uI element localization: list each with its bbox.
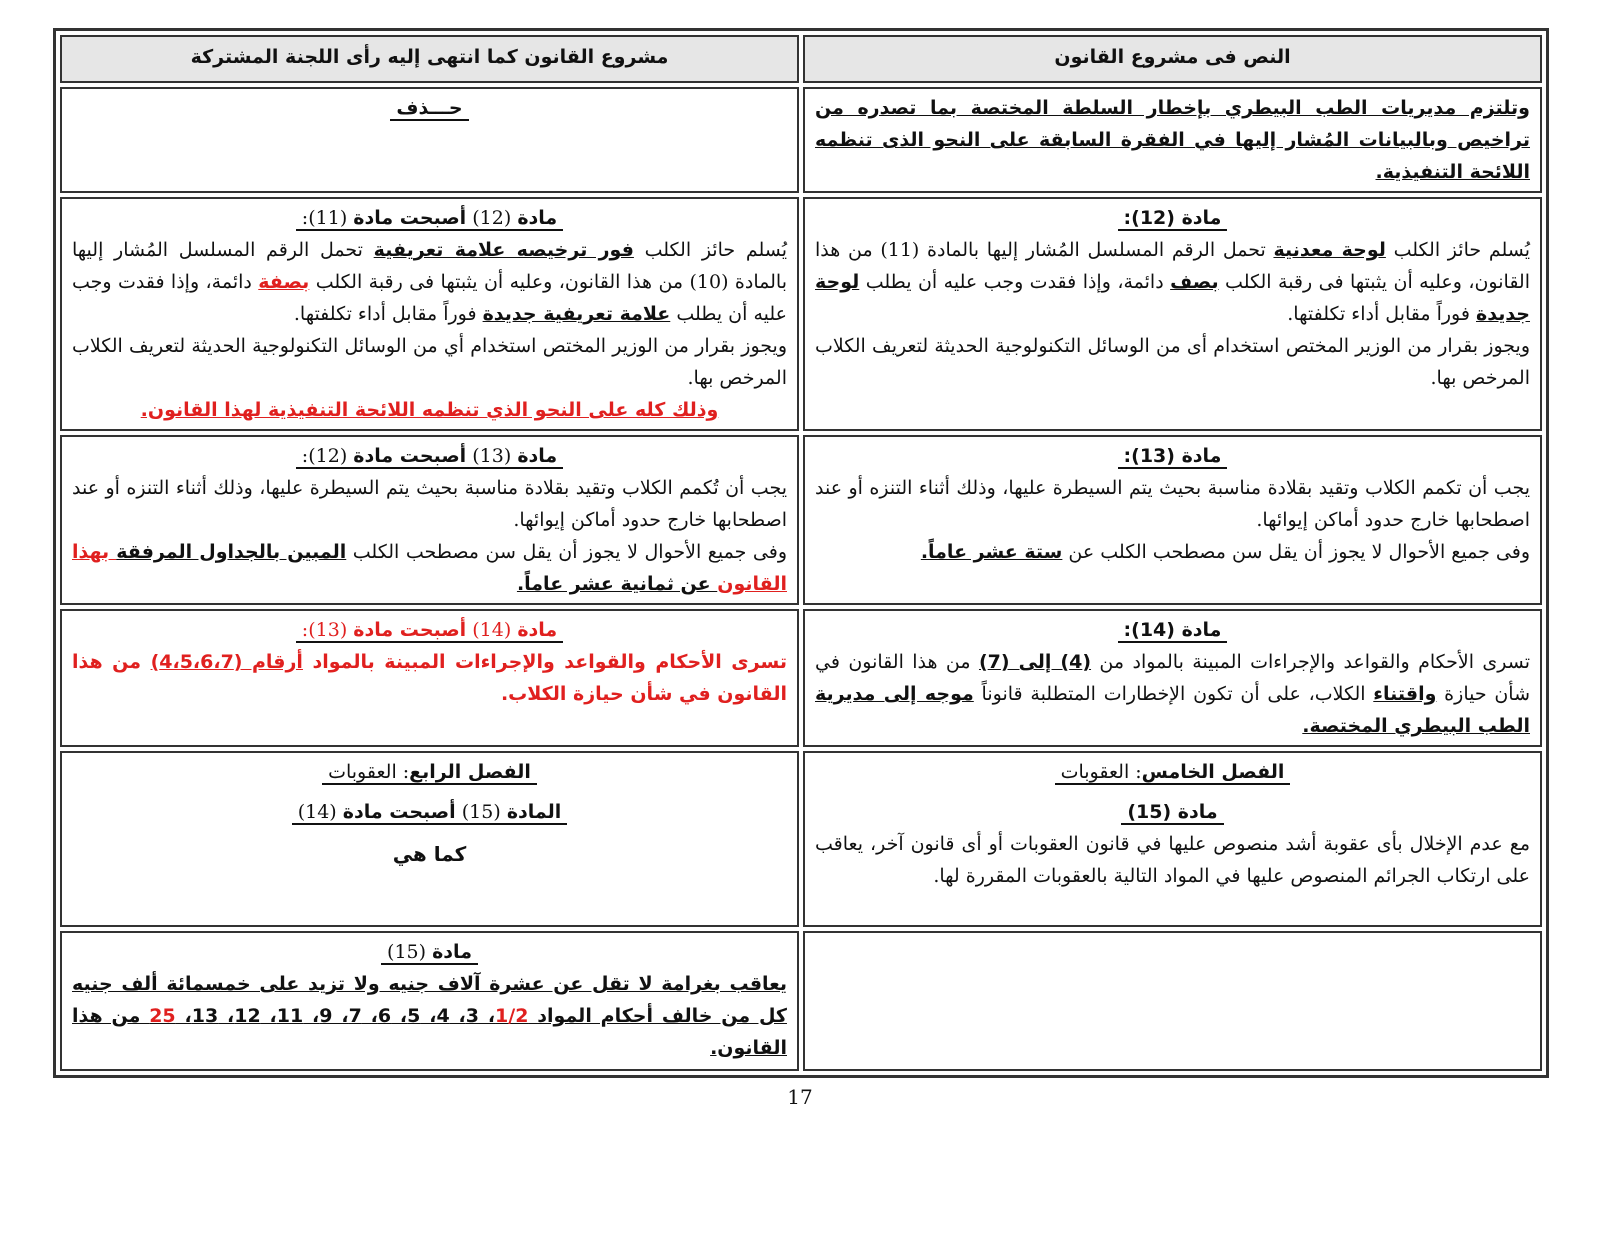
table-header-row (60, 35, 1542, 83)
article-heading: مادة (12): (1118, 207, 1228, 231)
comparison-table (53, 28, 1549, 1078)
table-row (60, 87, 1542, 193)
chapter-heading: الفصل الرابع: العقوبات (322, 761, 537, 785)
committee-cell (60, 197, 799, 431)
original-cell (803, 87, 1542, 193)
table-row (60, 435, 1542, 605)
original-cell (803, 197, 1542, 431)
article-paragraph: يعاقب بغرامة لا تقل عن عشرة آلاف جنيه ولا تزيد على خمسمائة ألف جنيه كل من خالف أحكام المواد 1/2، 3، 4، 5، 6، 7، 9، 11، 12، 13، 25 من هذا القانون. (72, 973, 787, 1059)
table-row (60, 197, 1542, 431)
article-heading: مادة (15) (1121, 801, 1223, 825)
original-cell (803, 435, 1542, 605)
header-committee-text: مشروع القانون كما انتهى إليه رأى اللجنة المشتركة (60, 35, 799, 83)
article-paragraph: تسرى الأحكام والقواعد والإجراءات المبينة بالمواد أرقام (4،5،6،7) من هذا القانون في شأن حيازة الكلاب. (72, 651, 788, 705)
committee-cell (60, 751, 799, 927)
committee-cell (60, 931, 799, 1071)
article-paragraph: وفى جميع الأحوال لا يجوز أن يقل سن مصطحب الكلب المبين بالجداول المرفقة بهذا القانون عن ثمانية عشر عاماً. (72, 541, 787, 595)
article-heading: مادة (13) أصبحت مادة (12): (296, 445, 563, 469)
unchanged-label: كما هي (392, 842, 467, 866)
article-paragraph: تسرى الأحكام والقواعد والإجراءات المبينة بالمواد من (4) إلى (7) من هذا القانون في شأن حيازة واقتناء الكلاب، على أن تكون الإخطارات المتطلبة قانوناً موجه إلى مديرية الطب البيطري المختصة. (815, 651, 1531, 737)
article-paragraph: يجب أن تكمم الكلاب وتقيد بقلادة مناسبة بحيث يتم السيطرة عليها، وذلك أثناء التنزه أو عند اصطحابها خارج حدود أماكن إيوائها. (815, 477, 1530, 531)
header-original-text: النص فى مشروع القانون (803, 35, 1542, 83)
page-number: 17 (787, 1085, 813, 1109)
deletion-label: حـــذف (390, 97, 468, 121)
article-heading: المادة (15) أصبحت مادة (14) (292, 801, 568, 825)
chapter-heading: الفصل الخامس: العقوبات (1055, 761, 1291, 785)
committee-cell (60, 87, 799, 193)
committee-cell (60, 609, 799, 747)
table-row (60, 751, 1542, 927)
article-heading: مادة (14) أصبحت مادة (13): (296, 619, 563, 643)
article-heading: مادة (14): (1118, 619, 1228, 643)
article-paragraph: مع عدم الإخلال بأى عقوبة أشد منصوص عليها في قانون العقوبات أو أى قانون آخر، يعاقب على ارتكاب الجرائم المنصوص عليها في المواد التالية بالعقوبات المقررة لها. (815, 833, 1530, 887)
article-paragraph: ويجوز بقرار من الوزير المختص استخدام أى من الوسائل التكنولوجية الحديثة لتعريف الكلاب المرخص بها. (815, 335, 1530, 389)
article-heading: مادة (13): (1118, 445, 1228, 469)
committee-cell (60, 435, 799, 605)
original-cell (803, 751, 1542, 927)
original-cell (803, 609, 1542, 747)
added-paragraph: وذلك كله على النحو الذي تنظمه اللائحة التنفيذية لهذا القانون. (140, 399, 719, 421)
table-row (60, 609, 1542, 747)
table-row (60, 931, 1542, 1071)
article-paragraph: يجب أن تُكمم الكلاب وتقيد بقلادة مناسبة بحيث يتم السيطرة عليها، وذلك أثناء التنزه أو عند اصطحابها خارج حدود أماكن إيوائها. (72, 477, 787, 531)
original-paragraph: وتلتزم مديريات الطب البيطري بإخطار السلطة المختصة بما تصدره من تراخيص وبالبيانات المُشار إليها في الفقرة السابقة على النحو الذى تنظمه اللائحة التنفيذية. (815, 97, 1530, 183)
original-cell (803, 931, 1542, 1071)
article-heading: مادة (12) أصبحت مادة (11): (296, 207, 563, 231)
article-heading: مادة (15) (381, 941, 478, 965)
article-paragraph: يُسلم حائز الكلب لوحة معدنية تحمل الرقم المسلسل المُشار إليها بالمادة (11) من هذا القانون، وعليه أن يثبتها فى رقبة الكلب بصف دائمة، وإذا فقدت وجب عليه أن يطلب لوحة جديدة فوراً مقابل أداء تكلفتها. (815, 239, 1531, 325)
article-paragraph: ويجوز بقرار من الوزير المختص استخدام أي من الوسائل التكنولوجية الحديثة لتعريف الكلاب المرخص بها. (72, 335, 787, 389)
article-paragraph: وفى جميع الأحوال لا يجوز أن يقل سن مصطحب الكلب عن ستة عشر عاماً. (920, 541, 1530, 563)
article-paragraph: يُسلم حائز الكلب فور ترخيصه علامة تعريفية تحمل الرقم المسلسل المُشار إليها بالمادة (10) من هذا القانون، وعليه أن يثبتها فى رقبة الكلب بصفة دائمة، وإذا فقدت وجب عليه أن يطلب علامة تعريفية جديدة فوراً مقابل أداء تكلفتها. (72, 239, 787, 325)
